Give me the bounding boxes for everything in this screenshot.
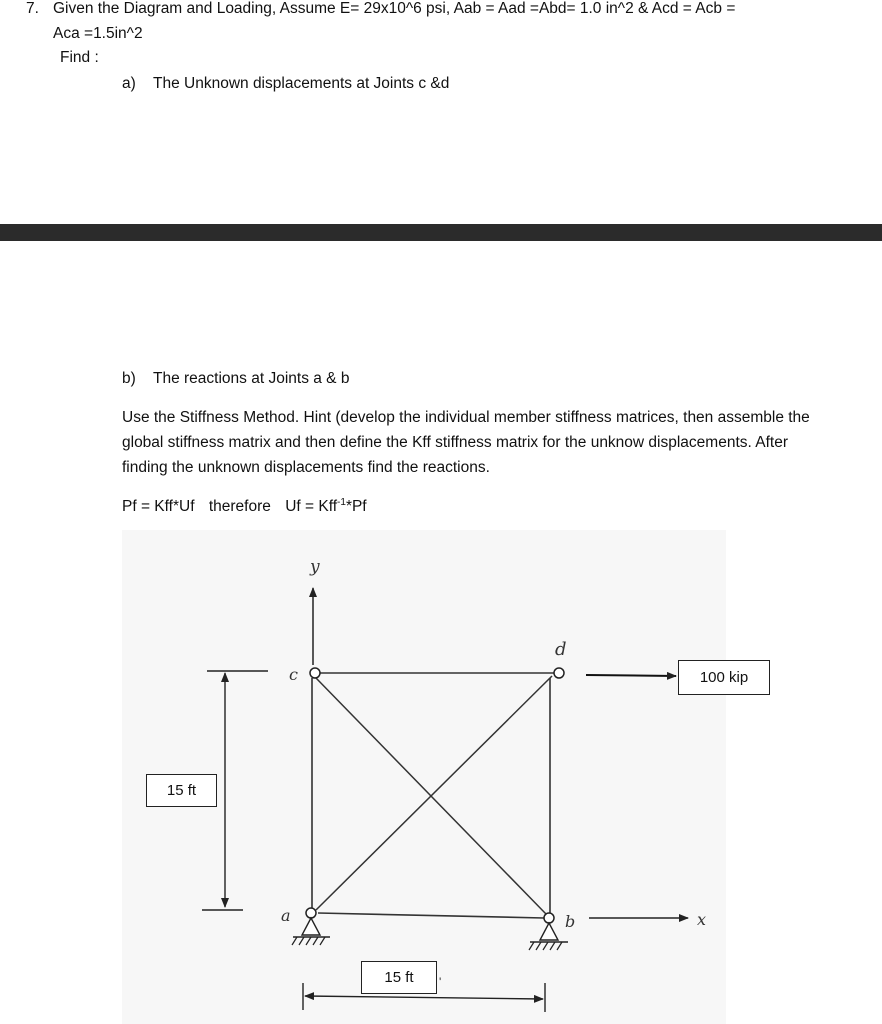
formula-superscript: -1 (337, 497, 346, 508)
formula-right-tail: *Pf (345, 498, 367, 516)
member-ab (318, 913, 544, 918)
x-axis-label: x (697, 910, 707, 929)
width-dim-line (305, 996, 543, 999)
problem-statement-line1: Given the Diagram and Loading, Assume E= 29x10^6 psi, Aab = Aad =Abd= 1.0 in^2 & Acd = Acb = (53, 0, 736, 17)
find-label: Find : (60, 49, 99, 66)
problem-number: 7. (26, 0, 39, 17)
joint-c-pin (310, 668, 320, 678)
pin-support-b (529, 923, 568, 950)
part-b-text: The reactions at Joints a & b (153, 370, 350, 387)
height-label-box: 15 ft (146, 774, 217, 807)
load-label-box: 100 kip (678, 660, 770, 695)
joint-a-label: a (281, 906, 291, 925)
part-a-marker: a) (122, 75, 136, 92)
formula-therefore: therefore (208, 498, 271, 516)
joint-a-pin (306, 908, 316, 918)
pin-support-a (292, 918, 330, 945)
joint-b-label: b (565, 912, 576, 931)
joint-b-pin (544, 913, 554, 923)
part-a-text: The Unknown displacements at Joints c &d (153, 75, 450, 92)
width-label-box: 15 ft (361, 961, 437, 994)
part-b-marker: b) (122, 370, 136, 387)
joint-c-label: c (289, 665, 298, 684)
member-ad (316, 676, 552, 910)
tick-mark: ' (439, 975, 442, 989)
joint-d-label: d (555, 639, 567, 660)
y-axis-label: y (310, 557, 320, 577)
load-arrow (586, 675, 676, 676)
hint-paragraph: Use the Stiffness Method. Hint (develop the individual member stiffness matrices, then assemble the global stiffness matrix and then define the Kff stiffness matrix for the unknow displacements. After finding the unknown displacements find the reactions. (122, 409, 810, 476)
formula-left: Pf = Kff*Uf (122, 498, 195, 516)
formula-right-base: Uf = Kff (285, 498, 338, 516)
problem-statement-line2: Aca =1.5in^2 (53, 25, 143, 42)
joint-d-pin (554, 668, 564, 678)
